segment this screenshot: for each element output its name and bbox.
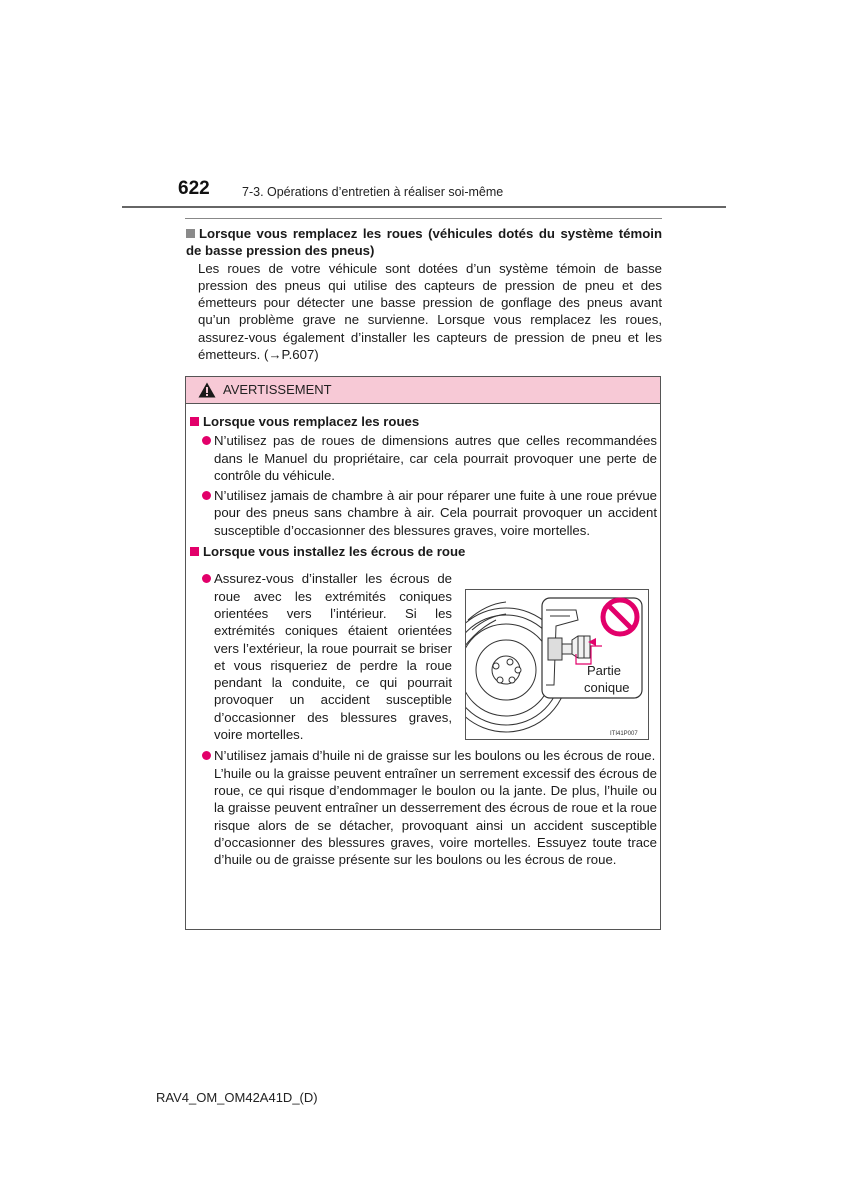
header-divider bbox=[122, 206, 726, 208]
intro-heading bbox=[186, 225, 662, 260]
figure-label-line1: Partie bbox=[587, 663, 621, 678]
list-item bbox=[190, 432, 657, 484]
warning-title: AVERTISSEMENT bbox=[223, 382, 332, 397]
intro-divider bbox=[185, 218, 662, 219]
footer-code: RAV4_OM_OM42A41D_(D) bbox=[156, 1090, 318, 1105]
page-number: 622 bbox=[178, 178, 210, 199]
bullet-explanation: L’huile ou la graisse peuvent entraîner un serrement excessif des écrous de roue, ce qui risque d’endommager le boulon ou la jante. De plus, l’huile ou la graisse peuvent entraîner un desserrement des écrous de roue et la roue risque alors de se détacher, provoquant ainsi un accident susceptible d’occasionner des blessures graves, voire mortelles. Essuyez toute trace d’huile ou de graisse présente sur les boulons ou les écrous de roue. bbox=[214, 765, 657, 868]
bullet-dot-icon bbox=[202, 491, 211, 500]
intro-body: Les roues de votre véhicule sont dotées d’un système témoin de basse pression des pneus qui utilise des capteurs de pression de pneu et des émetteurs pour détecter une basse pression de gonflage des pneus avant qu’un problème grave ne survienne. Lorsque vous remplacez les roues, assurez-vous également d’installer les capteurs de pression de pneu et les émetteurs. (→P.607) bbox=[198, 260, 662, 363]
warning-box bbox=[185, 376, 661, 930]
list-item bbox=[190, 487, 657, 539]
square-bullet-icon bbox=[190, 417, 199, 426]
subheading-text: Lorsque vous installez les écrous de roue bbox=[203, 544, 466, 560]
intro-heading-text: Lorsque vous remplacez les roues (véhicules dotés du système témoin de basse pression des pneus) bbox=[186, 226, 662, 259]
subheading-text: Lorsque vous remplacez les roues bbox=[203, 414, 420, 429]
bullet-dot-icon bbox=[202, 751, 211, 760]
wheel-nut-drawing bbox=[466, 590, 648, 739]
subheading-install-nuts bbox=[190, 543, 657, 560]
square-bullet-icon bbox=[190, 547, 199, 556]
section-title: 7-3. Opérations d’entretien à réaliser soi-même bbox=[242, 185, 504, 199]
wheel-nut-illustration bbox=[465, 589, 649, 740]
bullet-text: N’utilisez pas de roues de dimensions autres que celles recommandées dans le Manuel du propriétaire, car cela pourrait provoquer une perte de contrôle du véhicule. bbox=[214, 433, 657, 483]
warning-triangle-icon bbox=[198, 382, 216, 398]
figure-code: ITI41P007 bbox=[610, 731, 638, 737]
list-item bbox=[190, 747, 657, 868]
intro-section bbox=[186, 225, 662, 363]
square-bullet-icon bbox=[186, 229, 195, 238]
bullet-dot-icon bbox=[202, 574, 211, 583]
bullet-text: N’utilisez jamais d’huile ni de graisse sur les boulons ou les écrous de roue. bbox=[214, 748, 656, 764]
warning-header bbox=[186, 377, 660, 404]
bullet-dot-icon bbox=[202, 436, 211, 445]
bullet-text: N’utilisez jamais de chambre à air pour réparer une fuite à une roue prévue pour des pneus sans chambre à air. Cela pourrait provoquer un accident susceptible d’occasionner des blessures graves, voire mortelles. bbox=[214, 488, 657, 538]
list-item bbox=[190, 570, 452, 743]
subheading-replace-wheels bbox=[190, 413, 657, 430]
bullet-text: Assurez-vous d’installer les écrous de roue avec les extrémités coniques orientées vers l’intérieur. Si les extrémités coniques étaient orientées vers l’extérieur, la roue pourrait se briser et vous risqueriez de perdre la roue pendant la conduite, ce qui pourrait provoquer un accident susceptible d’occasionner des blessures graves, voire mortelles. bbox=[214, 571, 452, 743]
figure-label-line2: conique bbox=[584, 680, 630, 695]
